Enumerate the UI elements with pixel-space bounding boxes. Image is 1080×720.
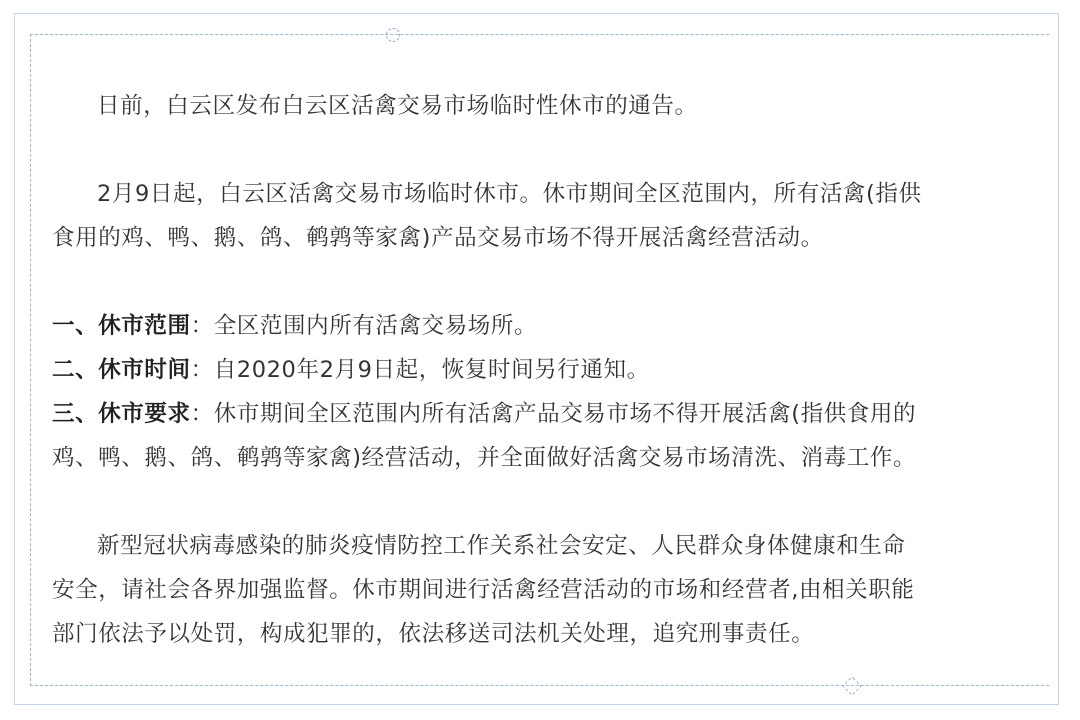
item-time-label: 二、休市时间 — [52, 357, 191, 383]
item-requirement-text-1: ：休市期间全区范围内所有活禽产品交易市场不得开展活禽(指供食用的 — [190, 401, 917, 427]
closing-line-3: 部门依法予以处罚，构成犯罪的，依法移送司法机关处理，追究刑事责任。 — [52, 621, 815, 647]
item-requirement — [52, 392, 1027, 436]
item-time-text: ：自2020年2月9日起，恢复时间另行通知。 — [190, 357, 650, 383]
item-scope-label: 一、休市范围 — [52, 313, 191, 339]
item-requirement-label: 三、休市要求 — [52, 401, 191, 427]
article-body — [52, 84, 1027, 656]
closing-line-2: 安全，请社会各界加强监督。休市期间进行活禽经营活动的市场和经营者,由相关职能 — [52, 577, 915, 603]
item-requirement-text-2: 鸡、鸭、鹅、鸽、鹌鹑等家禽)经营活动，并全面做好活禽交易市场清洗、消毒工作。 — [52, 445, 917, 471]
notice-line-2: 食用的鸡、鸭、鹅、鸽、鹌鹑等家禽)产品交易市场不得开展活禽经营活动。 — [52, 225, 824, 251]
intro-paragraph: 日前，白云区发布白云区活禽交易市场临时性休市的通告。 — [97, 93, 698, 119]
closing-line-1: 新型冠状病毒感染的肺炎疫情防控工作关系社会安定、人民群众身体健康和生命 — [97, 533, 906, 559]
notice-line-1: 2月9日起，白云区活禽交易市场临时休市。休市期间全区范围内，所有活禽(指供 — [97, 181, 922, 207]
item-scope-text: ：全区范围内所有活禽交易场所。 — [190, 313, 538, 339]
item-time — [52, 348, 1027, 392]
item-scope — [52, 304, 1027, 348]
frame-ornament-top — [386, 28, 400, 42]
